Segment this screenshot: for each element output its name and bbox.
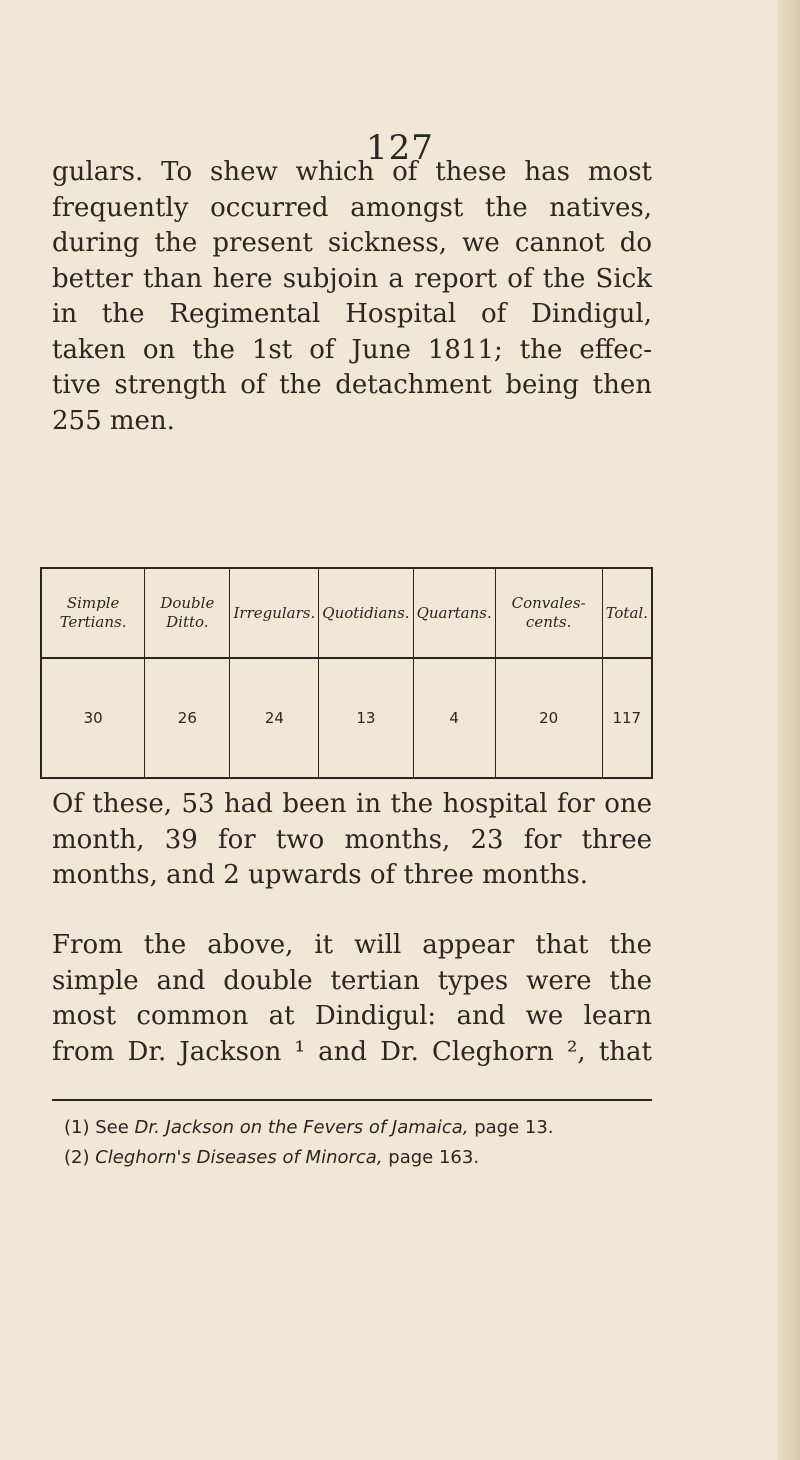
table-header-cell: Convales- cents. (495, 568, 602, 658)
text-line: from Dr. Jackson ¹ and Dr. Cleghorn ², that (52, 1036, 652, 1067)
footnote-page: page 163. (388, 1147, 480, 1168)
table-cell: 117 (602, 658, 652, 778)
footnote-number: (1) (64, 1117, 90, 1138)
footnote-prefix: See (95, 1117, 129, 1138)
table-header-cell: Double Ditto. (145, 568, 230, 658)
footnote-divider (52, 1099, 652, 1101)
table-cell: 30 (41, 658, 145, 778)
sick-report-table (40, 567, 653, 774)
table-row (41, 658, 652, 778)
page-edge (778, 0, 800, 1460)
text-line: tive strength of the detachment being then (52, 370, 652, 400)
paragraph-3 (52, 928, 652, 1070)
table-cell: 26 (145, 658, 230, 778)
table-header-cell: Total. (602, 568, 652, 658)
table-cell: 24 (230, 658, 319, 778)
paragraph-2 (52, 787, 652, 894)
footnote-title: Cleghorn's Diseases of Minorca, (95, 1147, 383, 1168)
table-cell: 20 (495, 658, 602, 778)
table-header-cell: Irregulars. (230, 568, 319, 658)
text-line: better than here subjoin a report of the Sick (52, 263, 652, 294)
table-header-cell: Quartans. (413, 568, 495, 658)
page-number: 127 (366, 128, 434, 168)
paragraph-1 (52, 155, 652, 439)
footnote-1 (64, 1113, 654, 1143)
footnotes (64, 1113, 654, 1173)
footnote-number: (2) (64, 1147, 90, 1168)
text-line: gulars. To shew which of these has most (52, 157, 652, 187)
table-header-cell: Quotidians. (319, 568, 413, 658)
text-line: From the above, it will appear that the (52, 930, 652, 960)
text-line: simple and double tertian types were the (52, 965, 652, 996)
table-header-row (41, 568, 652, 658)
text-line: most common at Dindigul: and we learn (52, 1001, 652, 1031)
footnote-title: Dr. Jackson on the Fevers of Jamaica, (134, 1117, 469, 1138)
table-cell: 4 (413, 658, 495, 778)
text-line: Of these, 53 had been in the hospital for one (52, 789, 652, 819)
footnote-2 (64, 1143, 654, 1173)
table-header-cell: Simple Tertians. (41, 568, 145, 658)
footnote-page: page 13. (474, 1117, 554, 1138)
text-line: months, and 2 upwards of three months. (52, 860, 588, 890)
text-line: in the Regimental Hospital of Dindigul, (52, 299, 652, 329)
text-line: taken on the 1st of June 1811; the effec- (52, 334, 652, 365)
text-line: during the present sickness, we cannot do (52, 228, 652, 258)
text-line: frequently occurred amongst the natives, (52, 192, 652, 223)
table-cell: 13 (319, 658, 413, 778)
text-line: month, 39 for two months, 23 for three (52, 824, 652, 855)
text-line: 255 men. (52, 405, 175, 436)
